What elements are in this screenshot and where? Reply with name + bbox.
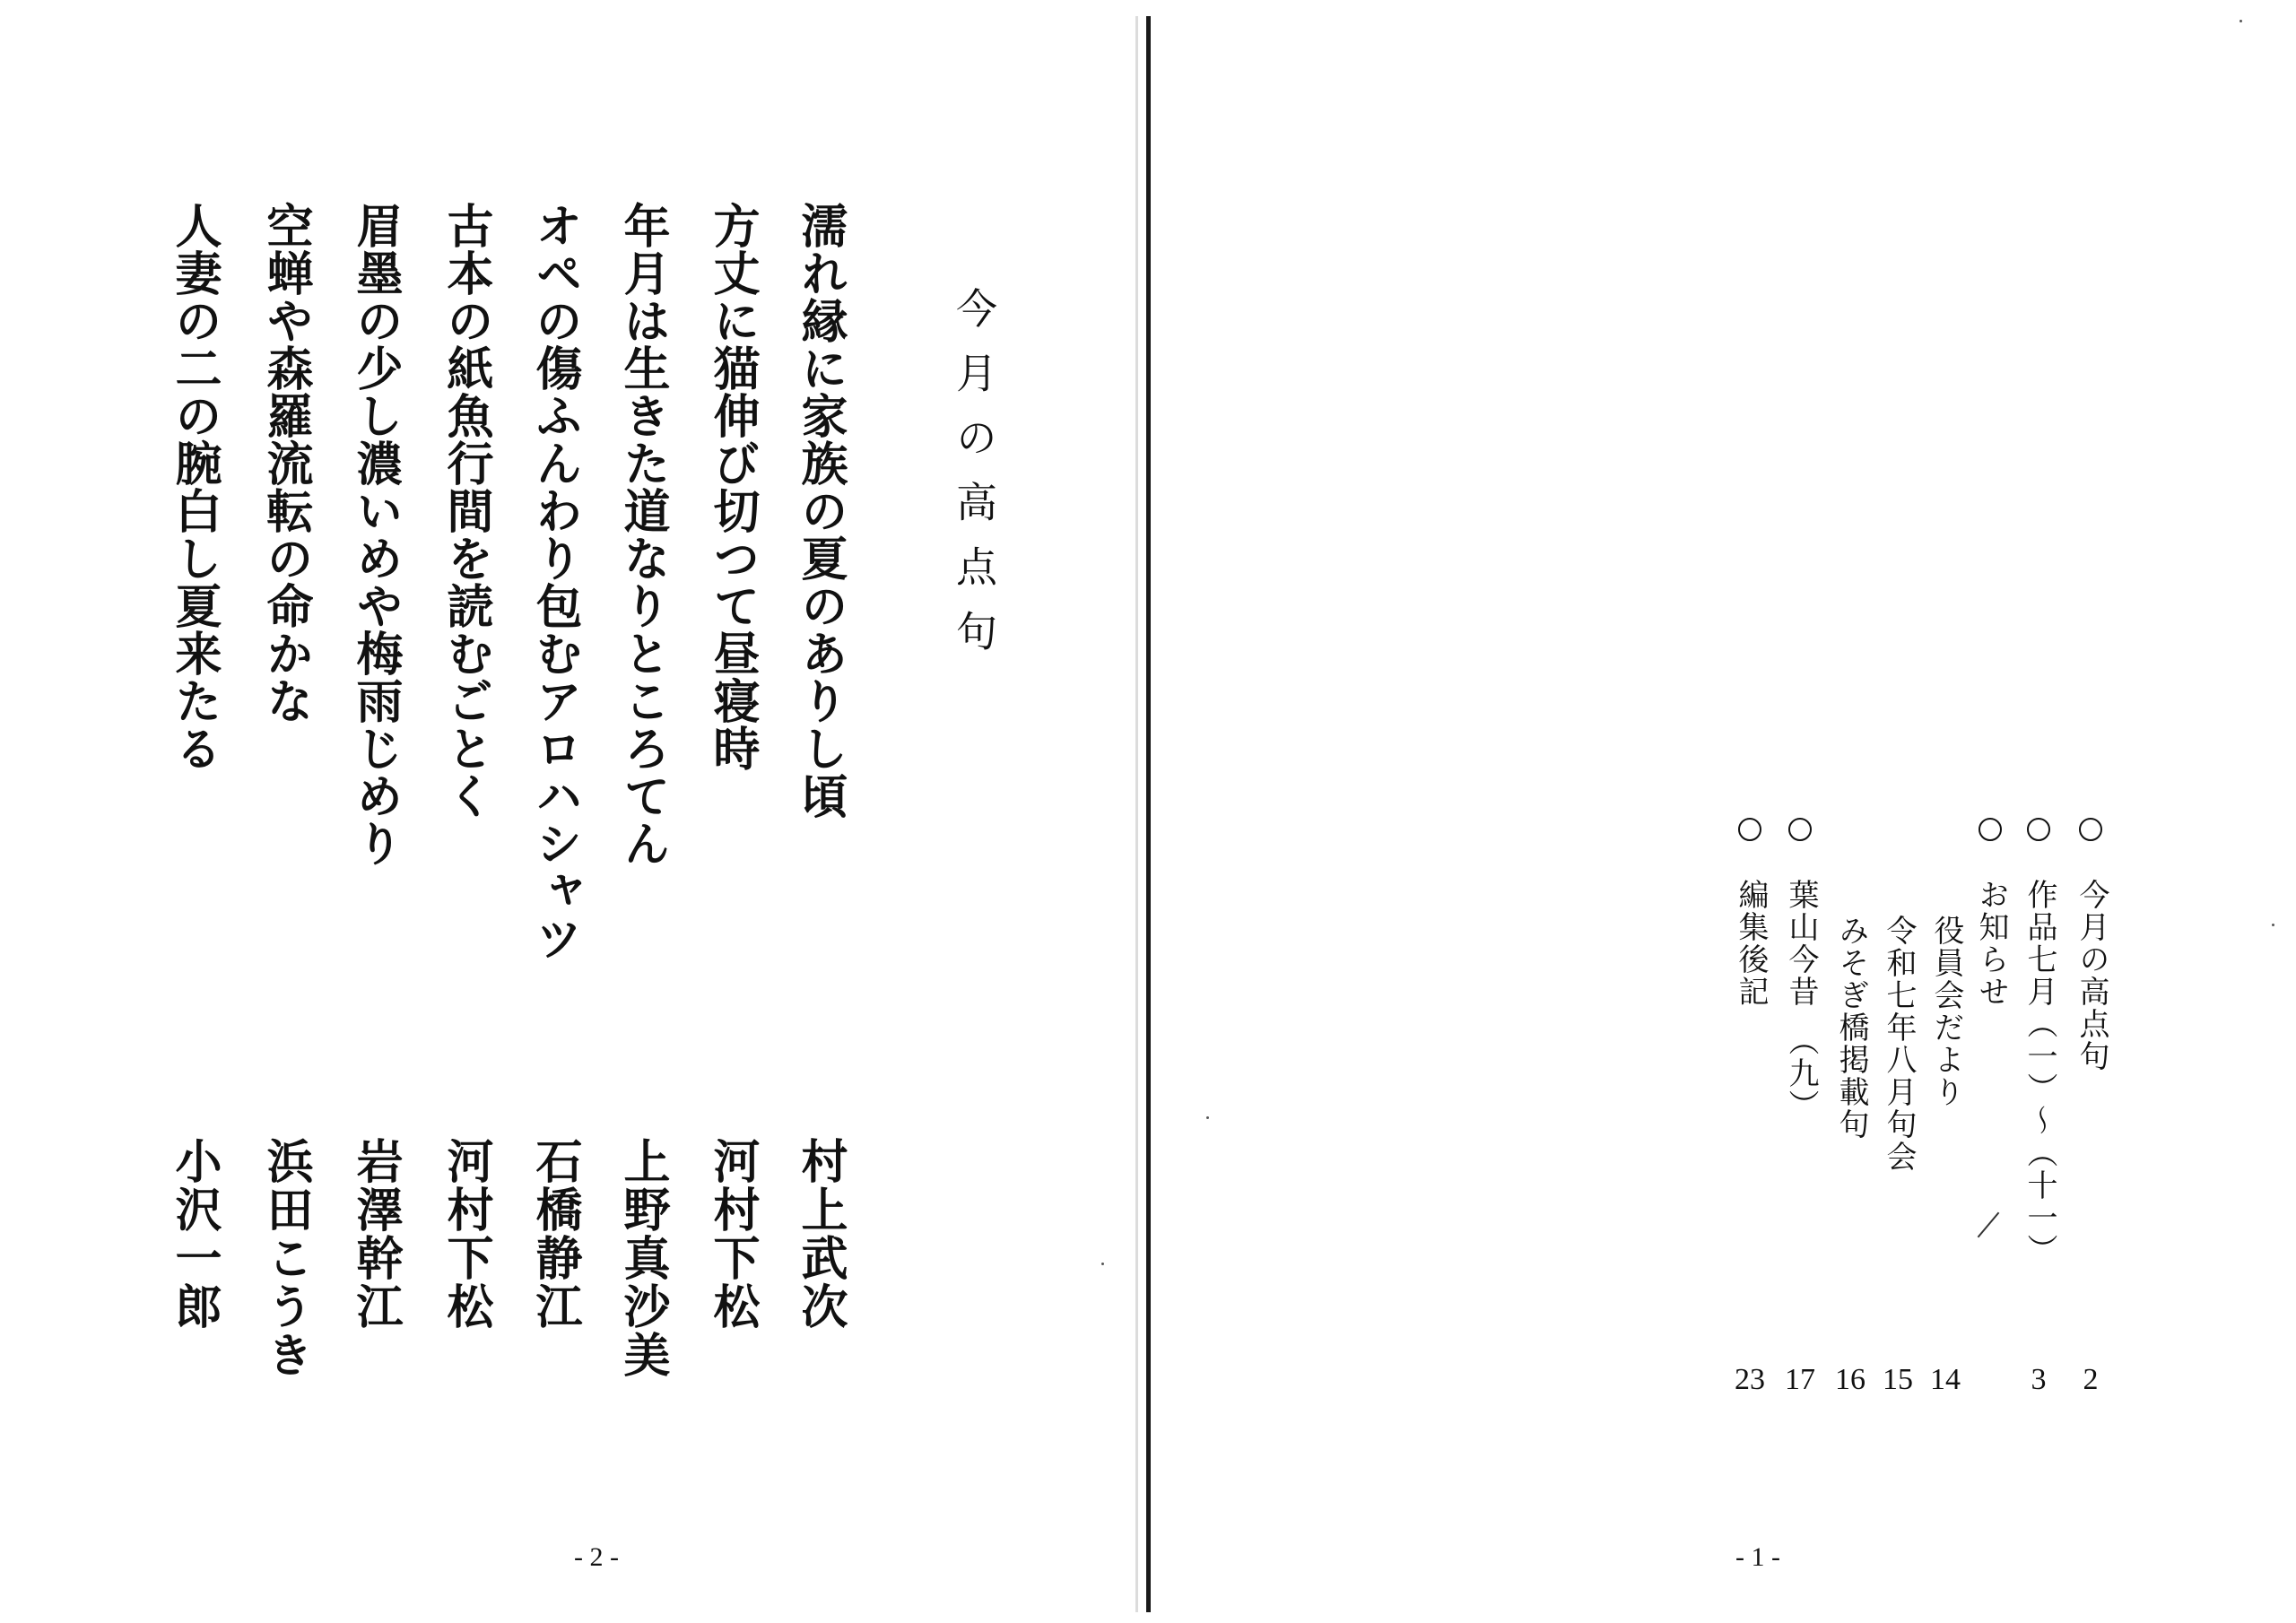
bullet-circle-icon [2079, 818, 2102, 841]
toc-item-3: お知らせ [1973, 879, 2009, 1008]
bullet-circle-icon [2027, 818, 2050, 841]
scan-speck [1101, 1263, 1104, 1265]
toc-page-2: 3 [2031, 1363, 2047, 1396]
binding-shadow [1135, 16, 1138, 1612]
page-number: - 2 - [574, 1542, 619, 1572]
haiku-author-5: 河村下松 [439, 1137, 493, 1331]
toc-page-4: 14 [1930, 1363, 1961, 1396]
toc-page-1: 2 [2083, 1363, 2099, 1396]
haiku-line-6: 眉墨の少し濃いめや梅雨じめり [348, 202, 403, 867]
page-title: 今月の高点句 [950, 287, 998, 674]
toc-page-5: 15 [1883, 1363, 1913, 1396]
toc-page-6: 16 [1835, 1363, 1866, 1396]
page-number: - 1 - [1735, 1542, 1780, 1572]
toc-item-8: 編集後記 [1733, 879, 1769, 1008]
haiku-author-3: 上野真沙美 [615, 1137, 670, 1379]
haiku-author-4: 石橋静江 [527, 1137, 582, 1331]
haiku-line-1: 濡れ縁に家族の夏のありし頃 [793, 202, 848, 820]
haiku-line-3: 年月は生きた道なりところてん [615, 202, 670, 867]
haiku-line-7: 空蝉や森羅流転の命かな [258, 202, 313, 725]
haiku-author-8: 小沢一郎 [167, 1137, 222, 1331]
toc-page-7: 17 [1785, 1363, 1815, 1396]
toc-item-6: みそぎ橋掲載句 [1833, 915, 1869, 1141]
haiku-author-6: 岩澤幹江 [348, 1137, 403, 1331]
toc-page-8: 23 [1735, 1363, 1765, 1396]
binding-line [1146, 16, 1151, 1612]
scan-speck [2272, 924, 2274, 926]
toc-item-4: 役員会だより [1928, 915, 1964, 1108]
haiku-author-1: 村上武次 [793, 1137, 848, 1331]
toc-item-2: 作品七月（一）～（十一） [2022, 879, 2057, 1266]
haiku-line-5: 古本の紙魚行間を読むごとく [439, 202, 493, 820]
haiku-author-2: 河村下松 [705, 1137, 760, 1331]
pen-mark [1978, 1212, 2000, 1238]
haiku-line-8: 人妻の二の腕白し夏来たる [167, 202, 222, 772]
toc-item-1: 今月の高点句 [2074, 879, 2109, 1072]
bullet-circle-icon [1738, 818, 1761, 841]
haiku-author-7: 浜田こうき [258, 1137, 313, 1379]
bullet-circle-icon [1788, 818, 1812, 841]
scan-speck [1206, 1116, 1209, 1119]
haiku-line-4: オペの傷ふんわり包むアロハシャツ [527, 202, 582, 962]
bullet-circle-icon [1979, 818, 2002, 841]
toc-item-7: 葉山今昔 （九） [1783, 879, 1819, 1122]
toc-item-5: 令和七年八月句会 [1881, 915, 1917, 1173]
scan-speck [2239, 20, 2242, 22]
haiku-line-2: 方丈に猫伸び切つて昼寝時 [705, 202, 760, 772]
